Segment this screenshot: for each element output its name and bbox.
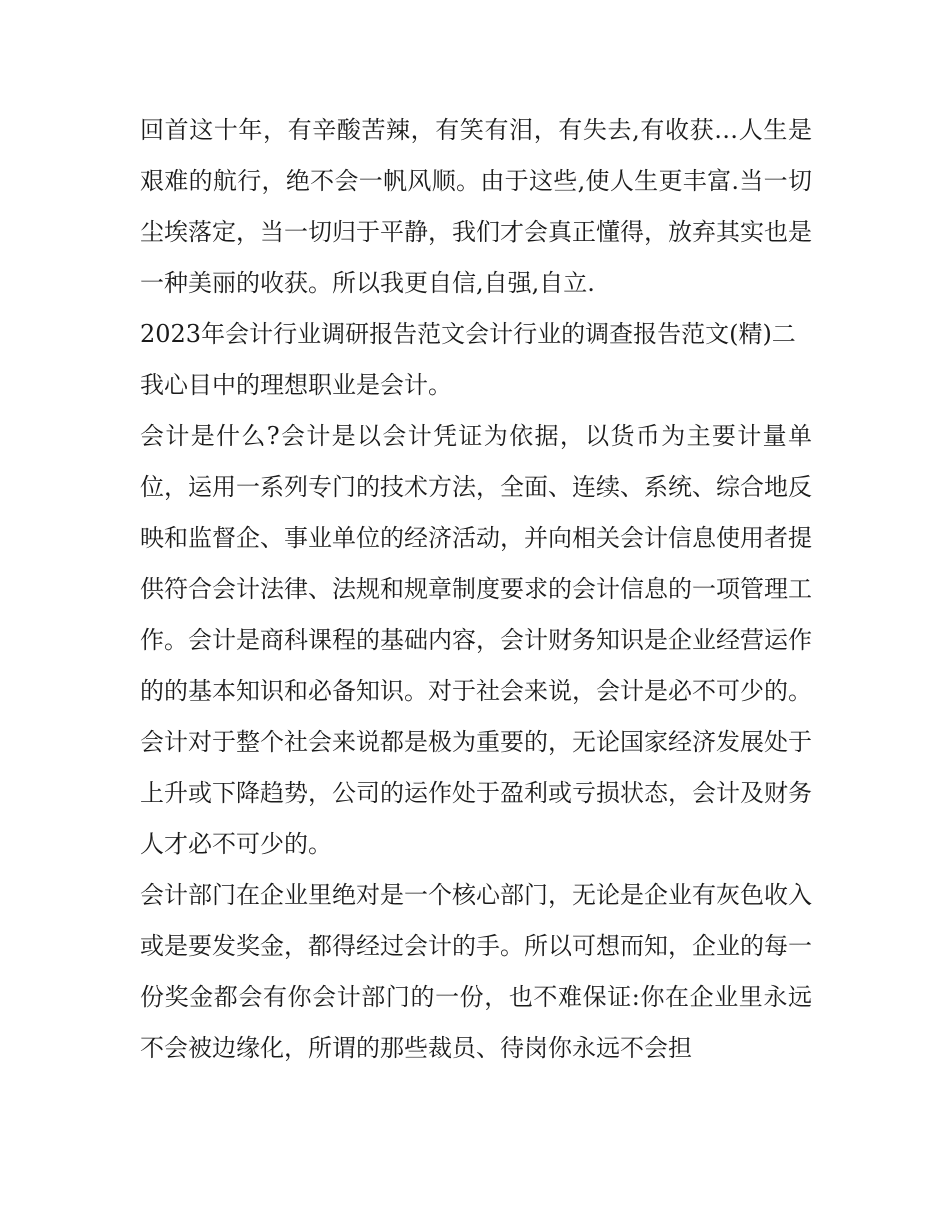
paragraph-reflection: 回首这十年，有辛酸苦辣，有笑有泪，有失去,有收获…人生是艰难的航行，绝不会一帆风顺。由于这些,使人生更丰富.当一切尘埃落定，当一切归于平静，我们才会真正懂得，放弃其实也是一种美丽的收获。所以我更自信,自强,自立. (140, 116, 812, 297)
paragraph-accounting-department: 会计部门在企业里绝对是一个核心部门，无论是企业有灰色收入或是要发奖金，都得经过会计的手。所以可想而知，企业的每一份奖金都会有你会计部门的一份，也不难保证:你在企业里永远不会被边缘化，所谓的那些裁员、待岗你永远不会担 (140, 881, 812, 1062)
paragraph-accounting-importance: 会计对于整个社会来说都是极为重要的，无论国家经济发展处于上升或下降趋势，公司的运作处于盈利或亏损状态，会计及财务人才必不可少的。 (140, 728, 812, 858)
document-body (140, 105, 812, 1074)
paragraph-ideal-career: 我心目中的理想职业是会计。 (140, 371, 452, 399)
paragraph-heading-title: 2023年会计行业调研报告范文会计行业的调查报告范文(精)二 (140, 320, 796, 348)
paragraph-what-is-accounting: 会计是什么?会计是以会计凭证为依据，以货币为主要计量单位，运用一系列专门的技术方法，全面、连续、系统、综合地反映和监督企、事业单位的经济活动，并向相关会计信息使用者提供符合会计法律、法规和规章制度要求的会计信息的一项管理工作。会计是商科课程的基础内容，会计财务知识是企业经营运作的的基本知识和必备知识。对于社会来说，会计是必不可少的。 (140, 422, 812, 705)
